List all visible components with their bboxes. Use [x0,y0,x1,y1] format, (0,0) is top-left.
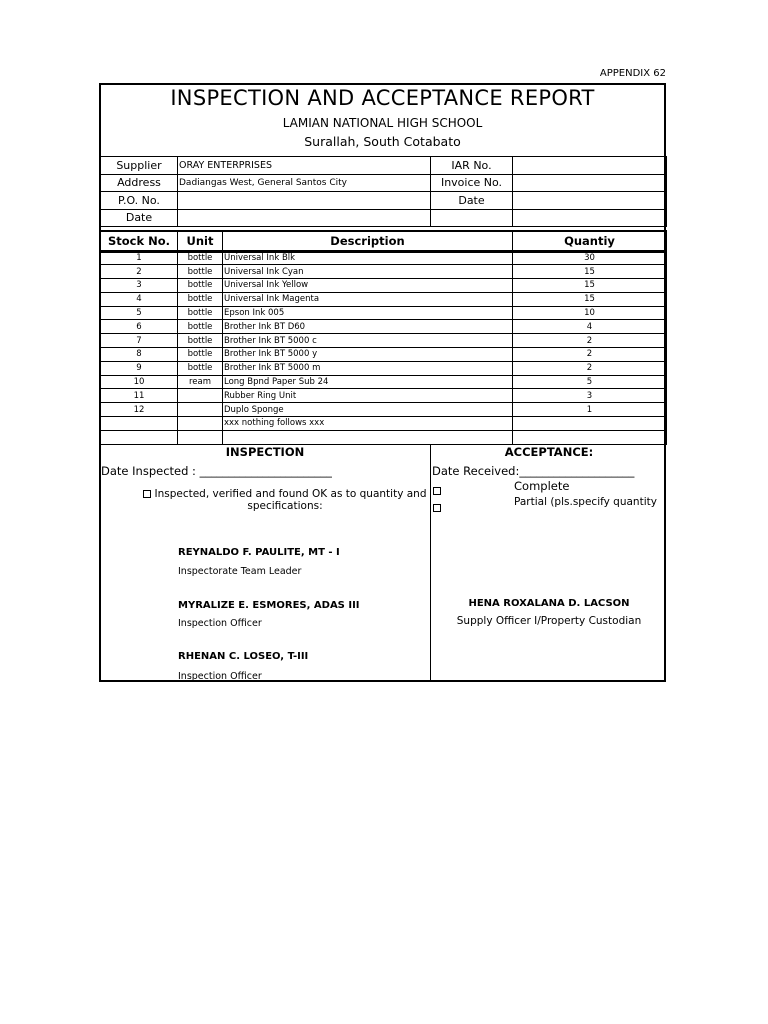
stock-no-cell: 7 [101,334,178,348]
unit-cell: ream [178,375,223,389]
stock-no-cell [101,417,178,431]
table-row [101,348,667,362]
description-cell: Brother Ink BT 5000 c [223,334,513,348]
invoice-value[interactable] [513,174,667,192]
po-value[interactable] [178,192,431,210]
quantity-cell [513,417,667,431]
table-row [101,320,667,334]
stock-no-cell [101,430,178,444]
unit-cell: bottle [178,251,223,265]
inspection-section [100,444,430,682]
appendix-label: APPENDIX 62 [599,68,666,79]
unit-cell: bottle [178,265,223,279]
invoice-label: Invoice No. [431,174,513,192]
po-date-label: Date [101,209,178,227]
date-inspected-line[interactable]: Date Inspected : _______________________ [101,464,332,478]
quantity-cell: 10 [513,306,667,320]
iar-label: IAR No. [431,157,513,175]
table-row [101,279,667,293]
inspection-checkbox-text [140,488,430,512]
iar-value[interactable] [513,157,667,175]
description-cell: Brother Ink BT 5000 y [223,348,513,362]
quantity-cell: 1 [513,403,667,417]
empty-cell [431,209,513,227]
table-row [101,292,667,306]
signatory-3-title: Inspection Officer [178,671,262,682]
stock-no-cell: 12 [101,403,178,417]
quantity-cell: 2 [513,361,667,375]
signatory-1-title: Inspectorate Team Leader [178,566,302,577]
stock-no-cell: 9 [101,361,178,375]
unit-cell: bottle [178,320,223,334]
column-header-description: Description [223,231,513,251]
unit-cell [178,430,223,444]
stock-no-cell: 1 [101,251,178,265]
column-header-unit: Unit [178,231,223,251]
description-cell: Rubber Ring Unit [223,389,513,403]
quantity-cell: 15 [513,292,667,306]
quantity-cell: 3 [513,389,667,403]
stock-no-cell: 2 [101,265,178,279]
stock-no-cell: 6 [101,320,178,334]
table-row [101,306,667,320]
custodian-name: HENA ROXALANA D. LACSON [468,598,630,609]
quantity-cell: 15 [513,279,667,293]
school-location: Surallah, South Cotabato [304,134,461,149]
po-label: P.O. No. [101,192,178,210]
description-cell: Universal Ink Magenta [223,292,513,306]
table-row [101,334,667,348]
quantity-cell: 4 [513,320,667,334]
unit-cell: bottle [178,292,223,306]
acceptance-heading: ACCEPTANCE: [504,445,594,459]
signatory-2-name: MYRALIZE E. ESMORES, ADAS III [178,600,360,611]
description-cell: Long Bpnd Paper Sub 24 [223,375,513,389]
partial-label: Partial (pls.specify quantity [514,496,657,508]
address-value[interactable]: Dadiangas West, General Santos City [178,174,431,192]
date-received-line[interactable]: Date Received:____________________ [432,464,635,478]
stock-no-cell: 3 [101,279,178,293]
stock-no-cell: 10 [101,375,178,389]
description-cell: Brother Ink BT 5000 m [223,361,513,375]
acceptance-section [430,444,666,682]
signatory-1-name: REYNALDO F. PAULITE, MT - I [178,547,340,558]
description-cell: Duplo Sponge [223,403,513,417]
po-date-value[interactable] [178,209,431,227]
description-cell: Epson Ink 005 [223,306,513,320]
quantity-cell: 2 [513,348,667,362]
quantity-cell: 30 [513,251,667,265]
custodian-title: Supply Officer I/Property Custodian [456,615,642,627]
invoice-date-label: Date [431,192,513,210]
column-header-quantity: Quantiy [513,231,667,251]
supplier-value[interactable]: ORAY ENTERPRISES [178,157,431,175]
table-row [101,375,667,389]
complete-label: Complete [514,479,570,493]
table-row [101,403,667,417]
column-header-stock: Stock No. [101,231,178,251]
invoice-date-value[interactable] [513,192,667,210]
checkbox-icon[interactable] [143,490,151,498]
inspection-statement-cont: specifications: [247,500,323,512]
description-cell: Universal Ink Yellow [223,279,513,293]
unit-cell [178,403,223,417]
table-row [101,430,667,444]
description-cell: Universal Ink Blk [223,251,513,265]
description-cell: xxx nothing follows xxx [223,417,513,431]
complete-checkbox-icon[interactable] [433,487,441,495]
school-name: LAMIAN NATIONAL HIGH SCHOOL [282,116,483,130]
table-row [101,251,667,265]
signatory-3-name: RHENAN C. LOSEO, T-III [178,651,309,662]
table-row [101,417,667,431]
stock-no-cell: 5 [101,306,178,320]
stock-no-cell: 8 [101,348,178,362]
description-cell [223,430,513,444]
quantity-cell: 2 [513,334,667,348]
empty-cell [513,209,667,227]
table-row [101,389,667,403]
unit-cell: bottle [178,348,223,362]
description-cell: Universal Ink Cyan [223,265,513,279]
unit-cell: bottle [178,334,223,348]
quantity-cell: 15 [513,265,667,279]
signatory-2-title: Inspection Officer [178,618,262,629]
supplier-label: Supplier [101,157,178,175]
unit-cell: bottle [178,306,223,320]
stock-no-cell: 11 [101,389,178,403]
inspection-statement: Inspected, verified and found OK as to quantity and [154,488,427,500]
partial-checkbox-icon[interactable] [433,504,441,512]
unit-cell [178,417,223,431]
report-title: INSPECTION AND ACCEPTANCE REPORT [170,86,595,110]
description-cell: Brother Ink BT D60 [223,320,513,334]
header-info-table [100,156,667,227]
unit-cell: bottle [178,279,223,293]
quantity-cell: 5 [513,375,667,389]
quantity-cell [513,430,667,444]
unit-cell: bottle [178,361,223,375]
inspection-heading: INSPECTION [225,445,305,459]
stock-no-cell: 4 [101,292,178,306]
table-row [101,265,667,279]
items-table [100,230,667,445]
address-label: Address [101,174,178,192]
unit-cell [178,389,223,403]
table-row [101,361,667,375]
